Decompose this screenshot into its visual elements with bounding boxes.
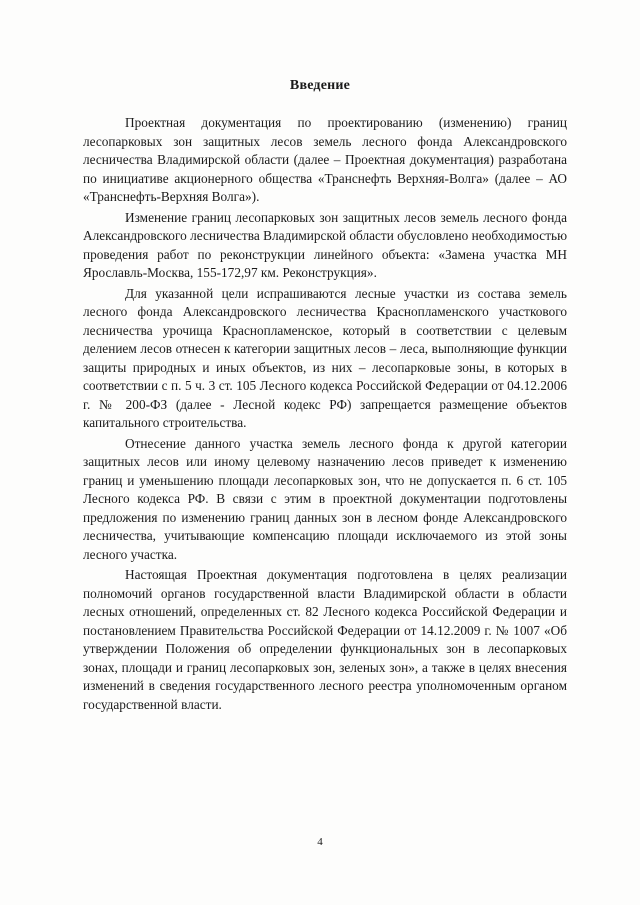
body-text	[83, 114, 567, 716]
page-number: 4	[317, 836, 323, 848]
paragraph-5: Настоящая Проектная документация подготовлена в целях реализации полномочий органов государственной власти Владимирской области в области лесных отношений, определенных ст. 82 Лесного кодекса Российской Федерации и постановлением Правительства Российской Федерации от 14.12.2009 г. № 1007 «Об утверждении Положения об определении функциональных зон в лесопарковых зонах, площади и границ лесопарковых зон, зеленых зон», а также в целях внесения изменений в сведения государственного лесного реестра уполномоченным органом государственной власти.	[83, 567, 567, 712]
section-heading: Введение	[289, 78, 351, 93]
paragraph-2: Изменение границ лесопарковых зон защитных лесов земель лесного фонда Александровского лесничества Владимирской области обусловлено необходимостью проведения работ по реконструкции линейного объекта: «Замена участка МН Ярославль-Москва, 155-172,97 км. Реконструкция».	[83, 209, 567, 280]
paragraph-4: Отнесение данного участка земель лесного фонда к другой категории защитных лесов или иному целевому назначению лесов приведет к изменению границ и уменьшению площади лесопарковых зон, что не допускается п. 6 ст. 105 Лесного кодекса РФ. В связи с этим в проектной документации подготовлены предложения по изменению границ данных зон в лесном фонде Александровского лесничества, учитывающие компенсацию площади исключаемого из этой зоны лесного участка.	[83, 435, 567, 562]
paragraph-1: Проектная документация по проектированию (изменению) границ лесопарковых зон защитных лесов земель лесного фонда Александровского лесничества Владимирской области (далее – Проектная документация) разработана по инициативе акционерного общества «Транснефть Верхняя-Волга» (далее – АО «Транснефть-Верхняя Волга»).	[83, 115, 567, 204]
paragraph-3: Для указанной цели испрашиваются лесные участки из состава земель лесного фонда Александровского лесничества Краснопламенского участкового лесничества урочища Краснопламенское, который в соответствии с целевым делением лесов отнесен к категории защитных лесов – леса, выполняющие функции защиты природных и иных объектов, из них – лесопарковые зоны, в которых в соответствии с п. 5 ч. 3 ст. 105 Лесного кодекса Российской Федерации от 04.12.2006 г. № 200-ФЗ (далее - Лесной кодекс РФ) запрещается размещение объектов капитального строительства.	[83, 285, 567, 430]
